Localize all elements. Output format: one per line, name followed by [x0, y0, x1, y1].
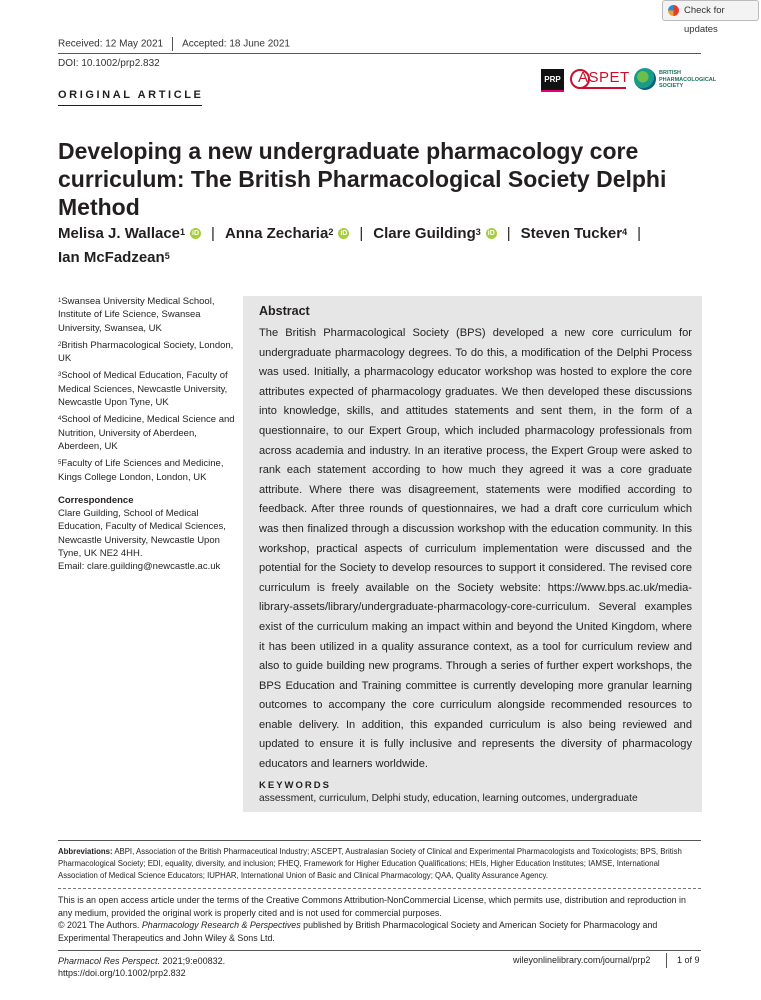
license-rule — [58, 888, 701, 889]
author[interactable]: Ian McFadzean$^5$ — [58, 249, 170, 266]
article-dates — [58, 37, 290, 51]
footer-divider — [666, 953, 667, 968]
page-number: 1 of 9 — [677, 955, 700, 965]
license-notice — [58, 894, 701, 944]
author-list: Melisa J. Wallace$^1$ iD | Anna Zecharia$^2$ iD | Clare Guilding$^3$ iD | Steven Tucker$^4$ | Ian McFadzean$^5$ — [58, 225, 642, 266]
title-line-1: Developing a new undergraduate pharmacology core — [58, 138, 639, 164]
article-title — [58, 137, 718, 221]
affiliation: $^1$Swansea University Medical School, Institute of Life Science, Swansea University, Swansea, UK — [58, 296, 215, 334]
affiliation: $^2$British Pharmacological Society, London, UK — [58, 339, 234, 365]
crossmark-icon — [668, 5, 679, 16]
keywords: assessment, curriculum, Delphi study, education, learning outcomes, undergraduate — [259, 793, 638, 804]
check-for-updates-label: Check for updates — [684, 5, 725, 35]
article-type: ORIGINAL ARTICLE — [58, 89, 204, 101]
author[interactable]: Melisa J. Wallace$^1$ iD — [58, 225, 200, 242]
header-rule — [58, 53, 701, 54]
affiliation: $^3$School of Medical Education, Faculty of Medical Sciences, Newcastle University, Newcastle Upon Tyne, UK — [58, 370, 228, 409]
correspondence-text: Clare Guilding, School of Medical Education, Faculty of Medical Sciences, Newcastle University, Newcastle Upon Tyne, UK NE2 4HH. Email: clare.guilding@newcastle.ac.uk — [58, 508, 226, 573]
journal-citation: Pharmacol Res Perspect. 2021;9:e00832. https://doi.org/10.1002/prp2.832 — [58, 956, 226, 978]
abstract-box — [243, 296, 702, 812]
abstract-heading: Abstract — [259, 304, 310, 318]
author[interactable]: Steven Tucker$^4$ — [520, 225, 628, 242]
footer-rule — [58, 950, 701, 951]
license-text: This is an open access article under the terms of the Creative Commons Attribution-NonCommercial License, which permits use, distribution and reproduction in any medium, provided the original work is properly cited and is not used for commercial purposes. — [58, 895, 686, 918]
affiliation: $^4$School of Medicine, Medical Science and Nutrition, University of Aberdeen, Aberdeen, UK — [58, 414, 235, 452]
accepted-date: Accepted: 18 June 2021 — [182, 38, 290, 50]
keywords-heading: KEYWORDS — [259, 780, 331, 791]
abstract-text: The British Pharmacological Society (BPS) developed a new core curriculum for undergraduate pharmacology degrees. To do this, a modification of the Delphi Process was used. Initially, a pharmacology educator workshop was hosted to explore the core attributes expected of pharmacology graduates. We then developed these discussions into knowledge, skills, and attitudes statements and sent them, in the form of a questionnaire, to our Expert Group, which included pharmacology professionals from across academia and industry. In an iterative process, the Expert Group were asked to rank each statement according to how much they agreed it was a core graduate attribute. Where there was disagreement, statements were modified according to feedback. After three rounds of questionnaires, we had a draft core curriculum which was then finalized through a discussion workshop with the education community. In this workshop, practical aspects of curriculum implementation were discussed and the potential for the Society to develop resources to support it considered. The revised core curriculum is freely available on the Society website: https://www.bps.ac.uk/media-library-assets/library/undergraduate-pharmacology-core-curriculum. Several examples exist of the curriculum making an impact within and beyond the United Kingdom, where it has been utilized in a quality assurance context, as a tool for curriculum review and also to guide building new programs. Through a series of further expert workshops, the BPS Education and Training committee is currently developing more granular learning outcomes to accompany the core curriculum alongside recommended resources to enable delivery. In addition, this expanded curriculum is also being reviewed and updated to ensure it is fully inclusive and represents the diversity of pharmacology educators and learners worldwide. — [259, 327, 692, 771]
correspondence-email[interactable]: Email: clare.guilding@newcastle.ac.uk — [58, 561, 221, 573]
check-for-updates-button[interactable] — [662, 0, 759, 35]
bps-logo-text: BRITISH PHARMACOLOGICAL SOCIETY — [659, 70, 717, 89]
title-line-2: curriculum: The British Pharmacological Society Delphi Method — [58, 166, 667, 220]
received-date: Received: 12 May 2021 — [58, 38, 164, 50]
abbreviations: Abbreviations: ABPI, Association of the British Pharmaceutical Industry; ASCEPT, Australasian Society of Clinical and Experimental Pharmacologists and Toxicologists; BPS, British Pharmacological Society; EDI, equality, diversity, and inclusion; FHEQ, Framework for Higher Education Qualifications; HEIs, Higher Education Institutes; IAMSE, International Association of Medical Science Educators; IUPHAR, International Union of Basic and Clinical Pharmacology; QAA, Quality Assurance Agency. — [58, 847, 682, 880]
journal-site-link[interactable]: wileyonlinelibrary.com/journal/prp2 — [513, 955, 651, 965]
aspet-logo-text: ASPET — [578, 69, 630, 86]
doi-link[interactable]: https://doi.org/10.1002/prp2.832 — [58, 968, 186, 978]
affiliations — [58, 295, 236, 574]
abbrev-rule — [58, 840, 701, 841]
author[interactable]: Anna Zecharia$^2$ iD — [224, 225, 348, 242]
bps-logo — [634, 67, 717, 93]
copyright-text: © 2021 The Authors. Pharmacology Research & Perspectives published by British Pharmacological Society and American Society for Pharmacology and Experimental Therapeutics and John Wiley & Sons Ltd. — [58, 920, 658, 943]
orcid-icon[interactable]: iD — [340, 229, 348, 237]
aspet-logo — [570, 67, 628, 93]
bps-globe-icon — [634, 68, 656, 90]
prp-logo: PRP — [541, 69, 564, 92]
orcid-icon[interactable]: iD — [487, 229, 495, 237]
correspondence-heading: Correspondence — [58, 494, 134, 506]
doi[interactable]: DOI: 10.1002/prp2.832 — [58, 58, 160, 69]
orcid-icon[interactable]: iD — [192, 229, 200, 237]
author[interactable]: Clare Guilding$^3$ iD — [373, 225, 495, 242]
affiliation: $^5$Faculty of Life Sciences and Medicine, Kings College London, London, UK — [58, 458, 224, 483]
